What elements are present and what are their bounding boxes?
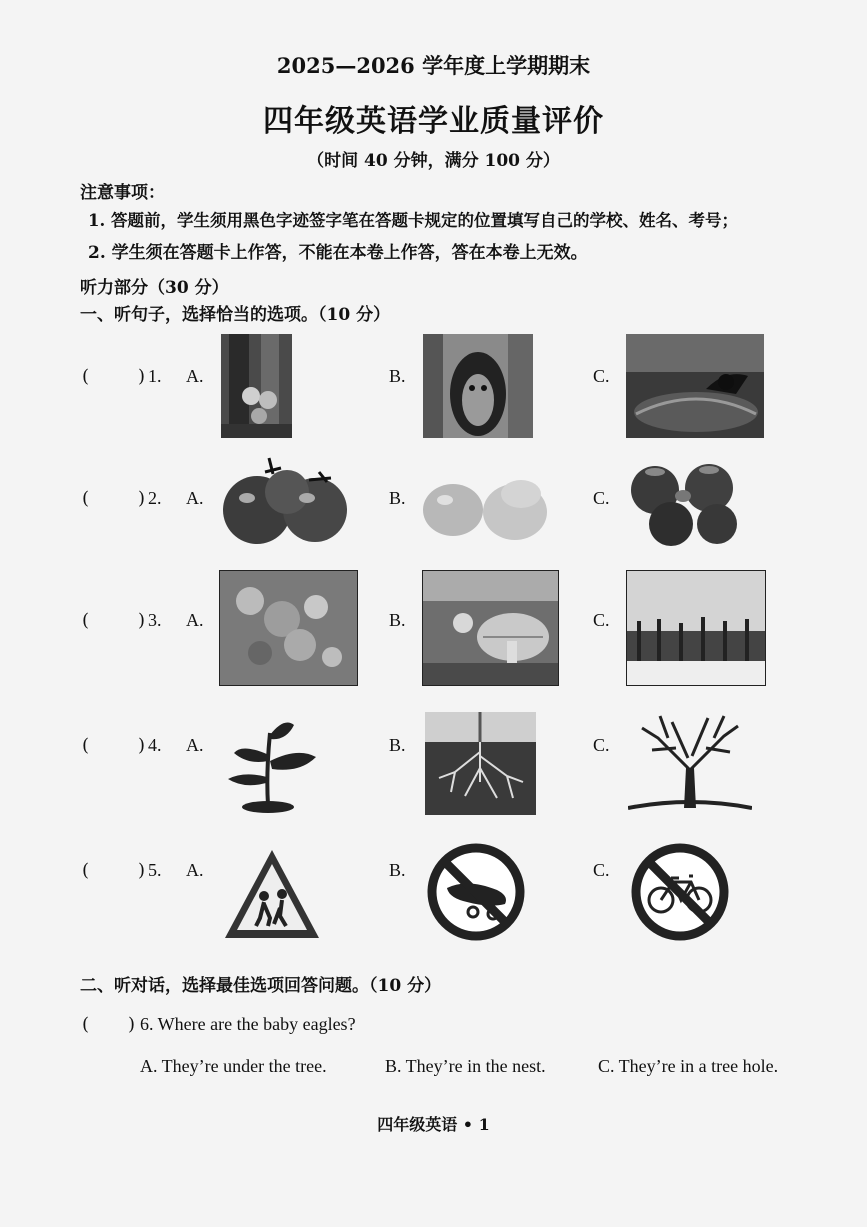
option-a-label: A.: [186, 366, 204, 386]
option-a-label: A.: [186, 488, 204, 508]
option-c-label: C.: [593, 366, 610, 386]
notes-heading: 注意事项：: [80, 183, 165, 203]
question-number: 1.: [148, 366, 162, 386]
answer-paren-close: ): [138, 610, 146, 631]
answer-paren-open: (: [82, 1014, 90, 1035]
section-2-heading: 二、听对话，选择最佳选项回答问题。（10 分）: [80, 976, 442, 996]
listening-heading: 听力部分（30 分）: [80, 278, 229, 298]
question-number: 2.: [148, 488, 162, 508]
question-6-option-a: A. They’re under the tree.: [140, 1056, 327, 1076]
option-c-label: C.: [593, 610, 610, 630]
answer-paren-open: (: [82, 860, 90, 881]
option-c-label: C.: [593, 488, 610, 508]
option-c-label: C.: [593, 860, 610, 880]
question-number: 3.: [148, 610, 162, 630]
option-b-label: B.: [389, 735, 406, 755]
answer-paren-close: ): [138, 735, 146, 756]
option-b-label: B.: [389, 610, 406, 630]
exam-subtitle: （时间 40 分钟，满分 100 分）: [307, 151, 560, 171]
page-footer: 四年级英语 • 1: [377, 1115, 490, 1134]
answer-paren-close: ): [128, 1014, 136, 1035]
bare-tree-icon: [628, 708, 752, 816]
section-1-heading: 一、听句子，选择恰当的选项。（10 分）: [80, 305, 391, 325]
owl-in-tree-hole-photo-icon: [423, 334, 533, 438]
answer-paren-open: (: [82, 488, 90, 509]
question-6-option-c: C. They’re in a tree hole.: [598, 1056, 779, 1076]
answer-paren-close: ): [138, 366, 146, 387]
exam-year-line: 2025—2026 学年度上学期期末: [276, 53, 591, 78]
option-c-label: C.: [593, 735, 610, 755]
answer-paren-close: ): [138, 860, 146, 881]
mushroom-photo-icon: [422, 570, 559, 686]
option-a-label: A.: [186, 735, 204, 755]
children-crossing-sign-icon: [222, 846, 322, 942]
question-number: 4.: [148, 735, 162, 755]
answer-paren-open: (: [82, 366, 90, 387]
option-a-label: A.: [186, 610, 204, 630]
flowers-bush-photo-icon: [219, 570, 358, 686]
no-skateboard-sign-icon: [427, 842, 525, 942]
question-6-text: 6. Where are the baby eagles?: [140, 1014, 356, 1034]
potatoes-icon: [421, 472, 551, 544]
exam-title: 四年级英语学业质量评价: [263, 104, 604, 139]
seedling-plant-icon: [222, 713, 318, 813]
tomatoes-icon: [219, 452, 355, 548]
notes-item-2: 2. 学生须在答题卡上作答，不能在本卷上作答，答在本卷上无效。: [88, 243, 588, 263]
answer-paren-open: (: [82, 610, 90, 631]
answer-paren-close: ): [138, 488, 146, 509]
notes-item-1: 1. 答题前，学生须用黑色字迹签字笔在答题卡规定的位置填写自己的学校、姓名、考号；: [88, 211, 738, 230]
bird-in-nest-photo-icon: [626, 334, 764, 438]
answer-paren-open: (: [82, 735, 90, 756]
option-b-label: B.: [389, 366, 406, 386]
question-6-option-b: B. They’re in the nest.: [385, 1056, 546, 1076]
roots-underground-icon: [425, 712, 536, 815]
no-bicycle-sign-icon: [631, 842, 729, 942]
baby-eagles-photo-icon: [221, 334, 292, 438]
question-number: 5.: [148, 860, 162, 880]
mangosteens-icon: [629, 462, 741, 548]
option-b-label: B.: [389, 488, 406, 508]
option-b-label: B.: [389, 860, 406, 880]
snowy-forest-photo-icon: [626, 570, 766, 686]
option-a-label: A.: [186, 860, 204, 880]
